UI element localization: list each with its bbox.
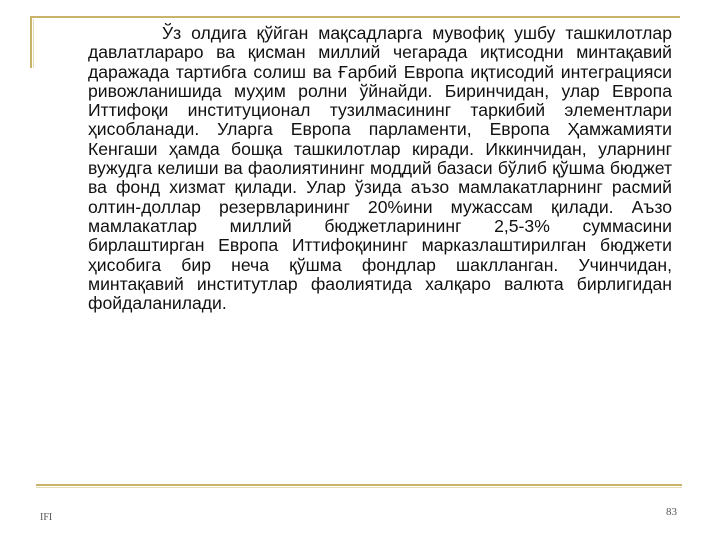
left-rule xyxy=(30,16,32,68)
slide-body-text: Ўз олдига қўйган мақсадларга мувофиқ ушбу ташкилотлар давлатлараро ва қисман миллий чегарада иқтисодни минтақавий даражада тартибга солиш ва Ғарбий Европа иқтисодий интеграцияси ривожланишида муҳим ролни ўйнайди. Биринчидан, улар Европа Иттифоқи институционал тузилмасининг таркибий элементлари ҳисобланади. Уларга Европа парламенти, Европа Ҳамжамияти Кенгаши ҳамда бошқа ташкилотлар киради. Иккинчидан, уларнинг вужудга келиши ва фаолиятининг моддий базаси бўлиб қўшма бюджет ва фонд хизмат қилади. Улар ўзида аъзо мамлакатларнинг расмий олтин-доллар резервларининг 20%ини мужассам қилади. Аъзо мамлакатлар миллий бюджетларининг 2,5-3% суммасини бирлаштирган Европа Иттифоқининг марказлаштирилган бюджети ҳисобига бир неча қўшма фондлар шаклланган. Учинчидан, минтақавий институтлар фаолиятида халқаро валюта бирлигидан фойдаланилади. xyxy=(88,23,672,314)
page-number: 83 xyxy=(666,506,677,518)
bottom-rule-shadow xyxy=(36,487,682,488)
left-rule-shadow xyxy=(33,19,34,68)
top-rule xyxy=(30,16,680,18)
footer-label: IFI xyxy=(40,512,53,523)
bottom-rule xyxy=(36,484,682,486)
